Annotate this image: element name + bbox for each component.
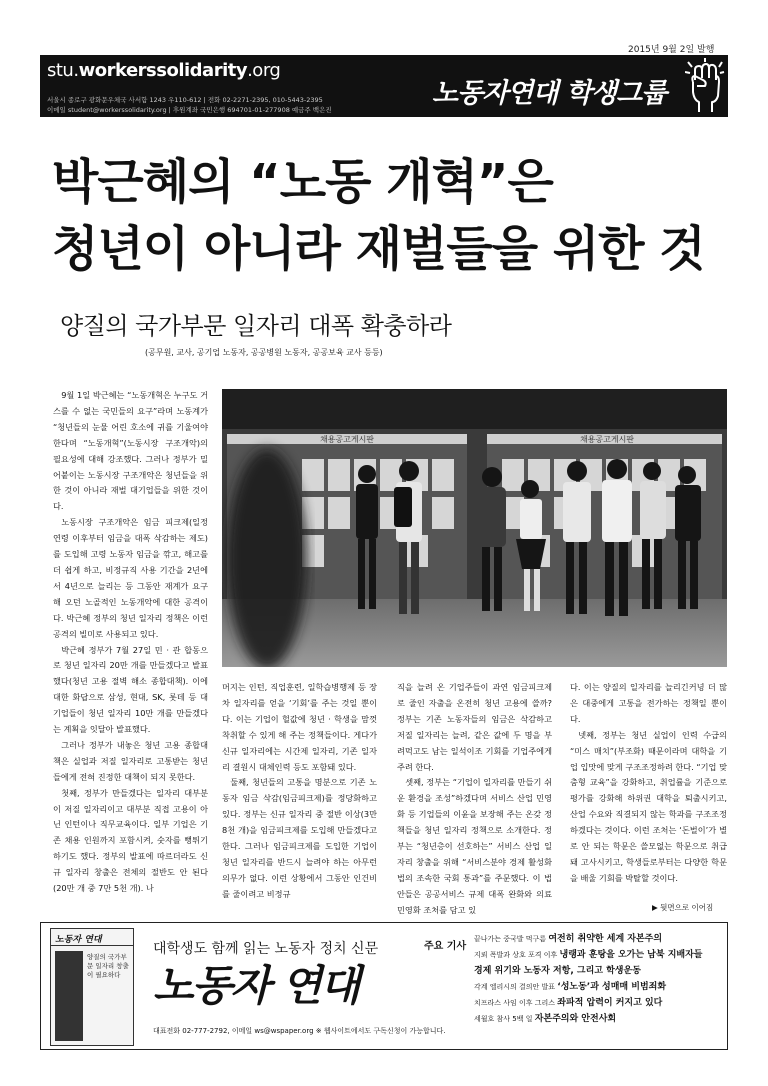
article-paragraph: 그러나 정부가 내놓은 청년 고용 종합대책은 실업과 저질 일자리로 고통받는 청년들에게 전혀 진정한 대책이 되지 못한다. — [53, 739, 208, 782]
article-column-2 — [222, 680, 377, 903]
article-paragraph: 셋째, 정부는 “기업이 일자리를 만들기 쉬운 환경을 조성”하겠다며 서비스 산업 민영화 등 기업들의 이윤을 보장해 주는 온갖 정책들을 청년 일자리 정책으로 소개한다. 정부는 “청년층이 선호하는” 서비스 산업 일자리 창출을 위해 “서비스분야 경제 활성화 법의 조속한 국회 통과”를 주문했다. 이 법안들은 공공서비스 규제 대폭 완화와 의료 민영화 조처를 담고 있 — [397, 777, 552, 915]
contact-account: 이메일 student@workerssolidarity.org | 후원계좌 국민은행 694701-01-277908 예금주 백은진 — [47, 106, 332, 114]
photo-sign-left: 채용공고게시판 — [319, 435, 375, 444]
subheadline: 양질의 국가부문 일자리 대폭 확충하라 — [60, 312, 452, 340]
article-paragraph: 다. 이는 양질의 일자리를 늘리긴커녕 더 많은 대중에게 고통을 전가하는 정책일 뿐이다. — [570, 682, 727, 724]
article-paragraph: 둘째, 청년들의 고통을 명분으로 기존 노동자 임금 삭감(임금피크제)를 정당화하고 있다. 정부는 신규 일자리 중 절반 이상(3만 8천 개)을 임금피크제를 도입해 만들겠다고 한다. 그러나 임금피크제를 도입한 기업이 청년 일자리를 반드시 늘려야 하는 아무런 의무가 없다. 이런 상황에서 그동안 인건비를 줄이려고 비정규 — [222, 777, 377, 899]
newspaper-thumbnail — [50, 928, 134, 1046]
list-item: 치프라스 사임 이후 그리스 좌파적 압력이 커지고 있다 — [474, 998, 663, 1008]
thumbnail-headline: 양질의 국가부문 일자리 창출이 필요하다 — [87, 953, 129, 979]
article-paragraph: 노동시장 구조개악은 임금 피크제(일정 연령 이후부터 임금을 대폭 삭감하는 제도)를 도입해 고령 노동자 임금을 깎고, 해고를 더 쉽게 하고, 비정규직 사용 기간을 2년에서 4년으로 늘리는 등 그동안 재계가 요구해 오던 노골적인 노동개악에 대한 공격이다. 박근혜 정부의 청년 일자리 정책은 이런 공격의 빌미로 사용되고 있다. — [53, 517, 208, 639]
headline-line-1: 박근혜의 “노동 개혁”은 — [52, 154, 553, 210]
article-column-4 — [570, 680, 727, 887]
article-paragraph: 9월 1일 박근혜는 “노동개혁은 누구도 거스를 수 없는 국민들의 요구”라며 노동계가 “청년들의 눈물 어린 호소에 귀를 기울여야 한다며 “노동개혁”(노동시장 구조개악)의 필요성에 대해 강조했다. 그러나 정부가 밀어붙이는 노동시장 구조개악은 청년들을 위한 것이 아니라 재벌 대기업들을 위한 것이다. — [53, 390, 208, 512]
article-column-3 — [397, 680, 552, 919]
article-paragraph: 박근혜 정부가 7월 27일 민 · 관 합동으로 청년 일자리 20만 개를 만들겠다고 발표했다(청년 고용 절벽 해소 종합대책). 이에 대한 화답으로 삼성, 현대, SK, 롯데 등 대기업들이 청년 일자리 10만 개를 만들겠다는 계획을 잇달아 발표했다. — [53, 644, 208, 735]
article-paragraph: 넷째, 정부는 청년 실업이 인력 수급의 “미스 매치”(부조화) 때문이라며 대학을 기업 입맛에 맞게 구조조정하려 한다. “기업 맞춤형 교육”을 강화하고, 취업률을 기준으로 평가를 강화해 하위권 대학을 퇴출시키고, 산업 수요와 직결되지 않는 학과를 구조조정 하겠다는 것이다. 이런 조처는 ‘돈벌이’가 별로 안 되는 학문은 쓸모없는 학문으로 취급돼 고사시키고, 학생들로부터는 다양한 학문을 배울 기회를 박탈할 것이다. — [570, 729, 727, 883]
ad-tagline: 대학생도 함께 읽는 노동자 정치 신문 — [153, 941, 379, 957]
site-url-suffix: .org — [247, 60, 281, 81]
list-item: 끝나가는 중국발 먹구름 여전히 취약한 세계 자본주의 — [474, 934, 663, 944]
newspaper-ad[interactable] — [40, 922, 728, 1050]
article-paragraph: 머지는 인턴, 직업훈련, 일학습병행제 등 장차 일자리를 얻을 ‘기회’를 주는 것일 뿐이다. 이는 기업이 헐값에 청년 · 학생을 맘껏 착취할 수 있게 해 주는 정책들이다. 게다가 신규 일자리에는 시간제 일자리, 기존 일자리 결원시 대체인력 등도 포함돼 있다. — [222, 682, 377, 772]
site-url-main: workerssolidarity — [78, 60, 248, 81]
ad-main-articles-label: 주요 기사 — [424, 941, 467, 952]
brand-title: 노동자연대 학생그룹 — [432, 78, 667, 109]
list-item: 지뢰 폭발과 상호 포격 이후 냉랭과 훈탕을 오가는 남북 지배자들 — [474, 950, 703, 960]
thumbnail-title: 노동자 연대 — [55, 935, 102, 945]
site-url-prefix: stu. — [47, 60, 79, 81]
photo-sign-right: 채용공고게시판 — [579, 435, 635, 444]
job-board-photo-image — [222, 389, 727, 667]
list-item: 각계 엘리시의 결의안 발표 ‘성노동’과 성매매 비범죄화 — [474, 982, 667, 992]
issue-date: 2015년 9월 2일 발행 — [628, 45, 715, 55]
masthead — [40, 55, 728, 117]
ad-contact: 대표전화 02-777-2792, 이메일 ws@wspaper.org ※ 웹사이트에서도 구독신청이 가능합니다. — [153, 1027, 446, 1035]
contact-address: 서울시 종로구 광화문우체국 사서함 1243 우110-612 | 전화 02-2271-2395, 010-5443-2395 — [47, 96, 323, 104]
continued-on-back: ▶ 뒷면으로 이어짐 — [652, 903, 714, 912]
article-column-1 — [53, 388, 208, 897]
list-item: 경제 위기와 노동자 저항, 그리고 학생운동 — [474, 966, 641, 976]
article-paragraph: 직을 늘려 온 기업주들이 과연 임금피크제로 줄인 자출을 온전히 청년 고용에 쓸까? 정부는 기존 노동자들의 임금은 삭감하고 저질 일자리는 늘려, 같은 값에 두 명을 부려먹고도 남는 일석이조 기회를 기업주에게 주려 한다. — [397, 682, 552, 772]
article-paragraph: 첫째, 정부가 만들겠다는 일자리 대부분이 저질 일자리이고 대부분 직접 고용이 아닌 인턴이나 직무교육이다. 일부 기업은 기존 채용 인원까지 포함시켜, 숫자를 뻥튀기하기도 했다. 정부의 발표에 따르더라도 신규 일자리 창출은 전체의 절반도 안 된다(20만 개 중 7만 5천 개). 나 — [53, 787, 208, 894]
newspaper-logo: 노동자 연대 — [153, 961, 359, 1010]
headline-line-2: 청년이 아니라 재벌들을 위한 것 — [52, 221, 705, 277]
ad-article-list — [474, 931, 702, 1027]
subheadline-note: (공무원, 교사, 공기업 노동자, 공공병원 노동자, 공공보육 교사 등등) — [145, 348, 383, 357]
job-board-photo — [222, 389, 727, 667]
raised-fist-icon — [685, 58, 725, 114]
list-item: 세월호 참사 5백 일 자본주의와 안전사회 — [474, 1014, 617, 1024]
site-url[interactable] — [47, 60, 280, 81]
